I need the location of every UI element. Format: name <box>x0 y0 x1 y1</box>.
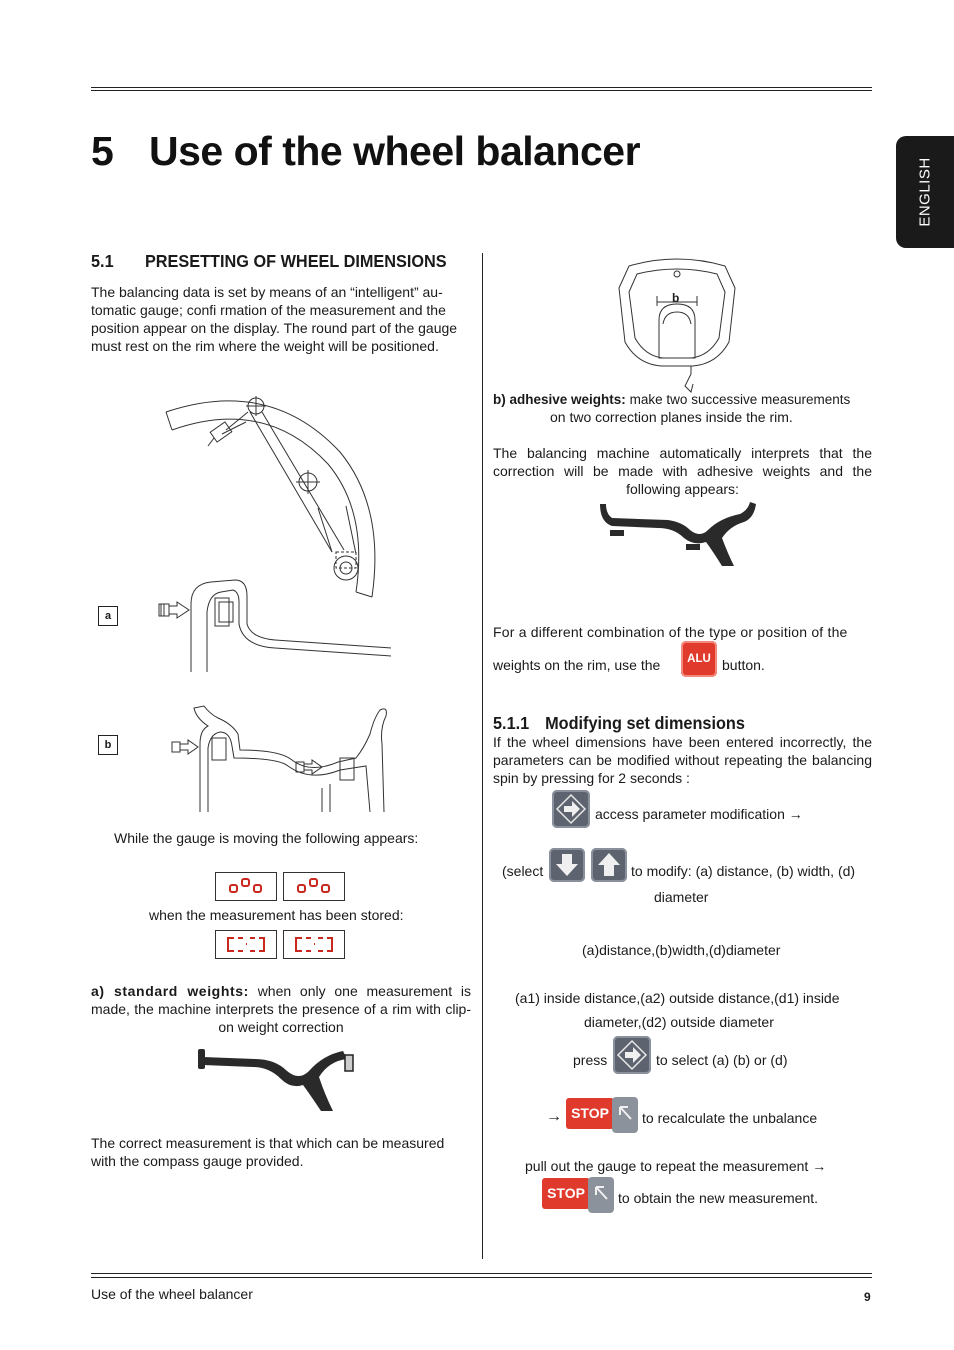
sub-params-line-2: diameter,(d2) outside diameter <box>584 1014 774 1030</box>
up-arrow-key[interactable] <box>591 848 627 882</box>
access-text: access parameter modification → <box>595 806 803 822</box>
diagram-label-b: b <box>672 291 680 305</box>
select-pre-text: (select <box>502 863 544 879</box>
stop-button-recalc[interactable] <box>566 1097 638 1133</box>
column-divider <box>482 253 483 1259</box>
stop-button-label: STOP <box>566 1098 614 1129</box>
obtain-text: to obtain the new measurement. <box>618 1190 819 1206</box>
corner-arrow-icon <box>588 1177 614 1213</box>
section-5-1-1-number: 5.1.1 <box>493 713 530 733</box>
top-rule-inner <box>91 90 872 91</box>
auto-interpret-text: The balancing machine automatically interprets that the correction will be made with adhesive weights and the following appears: <box>493 445 872 497</box>
intro-line: must rest on the rim where the weight will be positioned. <box>91 338 439 354</box>
stop-button-side <box>612 1097 638 1133</box>
intro-line: position appear on the display. The round part of the gauge <box>91 320 458 336</box>
display-bracket-icon <box>216 931 276 958</box>
footer-rule <box>91 1273 872 1274</box>
stop-button-label: STOP <box>542 1178 590 1209</box>
rim-profile-a-diagram <box>155 576 395 676</box>
weights-on-rim-pre: weights on the rim, use the <box>493 657 661 673</box>
footer-title: Use of the wheel balancer <box>91 1286 253 1302</box>
display-stored-left <box>215 930 277 959</box>
enter-arrow-icon <box>552 790 590 828</box>
up-arrow-icon <box>591 848 627 882</box>
adhesive-weights-line-2: on two correction planes inside the rim. <box>550 409 793 425</box>
standard-weights-label: a) standard weights: <box>91 983 249 999</box>
select-post-text: to modify: (a) distance, (b) width, (d) <box>631 863 856 879</box>
top-rule <box>91 87 872 88</box>
corner-arrow-icon <box>612 1097 638 1133</box>
section-5-1-number: 5.1 <box>91 251 114 271</box>
display-segment-icon <box>284 873 344 900</box>
params-line: (a)distance,(b)width,(d)diameter <box>582 942 781 958</box>
recalc-text: to recalculate the unbalance <box>642 1110 818 1126</box>
sub-params-line-1: (a1) inside distance,(a2) outside distance,(d1) inside <box>515 990 840 1006</box>
intro-line: The balancing data is set by means of an “intelligent” au- <box>91 284 443 300</box>
figure-label-b: b <box>98 735 118 755</box>
modify-intro-text: If the wheel dimensions have been entered incorrectly, the parameters can be modified without repeating the balancing spin by pressing for 2 seconds : <box>493 734 872 786</box>
display-bracket-icon <box>284 931 344 958</box>
clip-on-weight-rim-icon <box>195 1045 360 1115</box>
rim-profile-b-diagram <box>160 704 395 816</box>
chapter-title-text: Use of the wheel balancer <box>149 128 641 174</box>
display-stored-right <box>283 930 345 959</box>
different-combination-text: For a different combination of the type or position of the <box>493 624 848 640</box>
stop-button-obtain[interactable] <box>542 1177 614 1213</box>
standard-weights-paragraph <box>91 982 471 1036</box>
section-5-1-intro <box>91 283 471 355</box>
select-post-text-2: diameter <box>654 889 709 905</box>
select-parameter-key[interactable] <box>613 1036 651 1074</box>
adhesive-weights-line-1 <box>493 391 872 407</box>
footer-rule-inner <box>91 1277 872 1278</box>
display-moving-right <box>283 872 345 901</box>
display-segment-icon <box>216 873 276 900</box>
pull-out-text: pull out the gauge to repeat the measurement → <box>525 1158 827 1174</box>
chapter-title <box>91 128 640 175</box>
down-arrow-key[interactable] <box>549 848 585 882</box>
press-post-text: to select (a) (b) or (d) <box>656 1052 788 1068</box>
page-number: 9 <box>864 1290 871 1304</box>
chapter-number: 5 <box>91 128 114 174</box>
press-pre-text: press <box>573 1052 608 1068</box>
stop-button-side <box>588 1177 614 1213</box>
gauge-moving-text: While the gauge is moving the following appears: <box>114 830 419 846</box>
adhesive-rim-section-diagram <box>617 258 737 394</box>
adhesive-weight-rim-icon <box>598 500 760 570</box>
standard-weights-text: when only one measurement is made, the machine interprets the presence of a rim with clip-on weight correction <box>91 983 471 1035</box>
stored-text: when the measurement has been stored: <box>149 907 404 923</box>
language-tab-label: ENGLISH <box>916 157 934 227</box>
weights-on-rim-post: button. <box>722 657 765 673</box>
enter-arrow-icon <box>613 1036 651 1074</box>
adhesive-weights-label: b) adhesive weights: <box>493 392 626 407</box>
recalc-arrow: → <box>546 1108 562 1125</box>
parameter-access-key[interactable] <box>552 790 590 828</box>
adhesive-weights-text: make two successive measurements <box>629 392 851 407</box>
alu-button[interactable]: ALU <box>681 641 717 677</box>
language-tab[interactable] <box>896 136 954 248</box>
figure-label-a: a <box>98 606 118 626</box>
section-5-1-heading <box>91 251 447 272</box>
correct-measurement-text: The correct measurement is that which can be measured with the compass gauge provided. <box>91 1135 445 1169</box>
section-5-1-title: PRESETTING OF WHEEL DIMENSIONS <box>144 251 447 271</box>
section-5-1-1-title: Modifying set dimensions <box>545 713 745 733</box>
intro-line: tomatic gauge; confi rmation of the measurement and the <box>91 302 446 318</box>
display-moving-left <box>215 872 277 901</box>
section-5-1-1-heading <box>493 713 745 734</box>
down-arrow-icon <box>549 848 585 882</box>
